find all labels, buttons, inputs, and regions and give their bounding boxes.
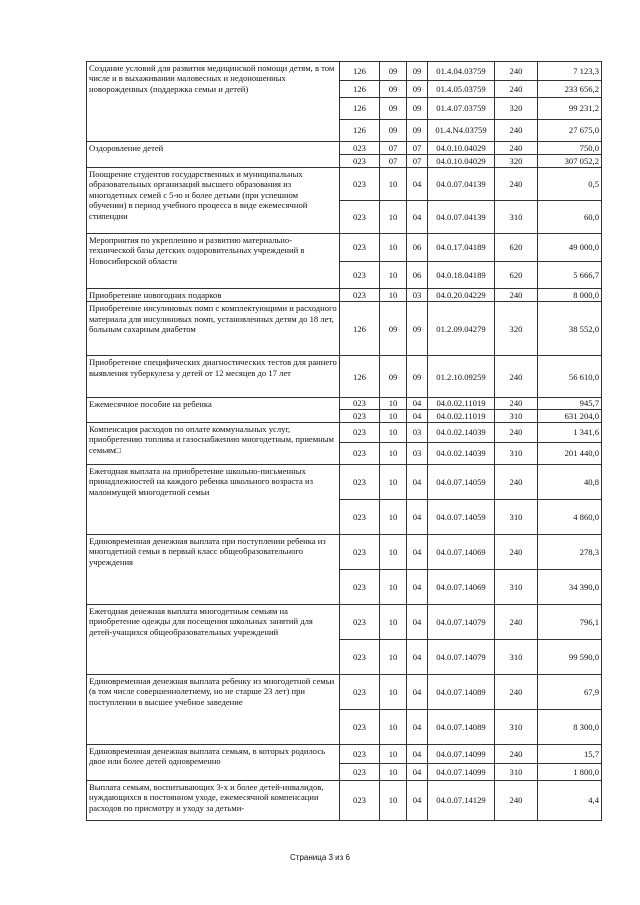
table-row	[87, 234, 602, 262]
amount: 631 204,0	[538, 409, 602, 422]
budget-table	[86, 61, 602, 821]
subsection-code: 04	[407, 604, 428, 639]
target-article-code: 01.2.09.04279	[428, 302, 495, 356]
amount: 8 000,0	[538, 289, 602, 302]
table-row	[87, 534, 602, 569]
amount: 60,0	[538, 201, 602, 234]
expense-type-code: 310	[495, 763, 538, 780]
target-article-code: 04.0.02.11019	[428, 398, 495, 409]
amount: 34 390,0	[538, 569, 602, 604]
grbs-code: 023	[340, 168, 380, 201]
table-row	[87, 398, 602, 409]
table-row	[87, 604, 602, 639]
target-article-code: 04.0.07.14099	[428, 744, 495, 763]
section-code: 10	[380, 763, 407, 780]
subsection-code: 09	[407, 98, 428, 120]
section-code: 10	[380, 168, 407, 201]
table-row	[87, 744, 602, 763]
target-article-code: 04.0.02.14039	[428, 422, 495, 442]
subsection-code: 09	[407, 81, 428, 98]
section-code: 09	[380, 302, 407, 356]
expense-type-code: 310	[495, 639, 538, 674]
subsection-code: 09	[407, 302, 428, 356]
section-code: 10	[380, 409, 407, 422]
grbs-code: 023	[340, 569, 380, 604]
expense-type-code: 240	[495, 120, 538, 142]
grbs-code: 023	[340, 398, 380, 409]
section-code: 10	[380, 639, 407, 674]
subsection-code: 04	[407, 569, 428, 604]
amount: 4,4	[538, 780, 602, 820]
expense-type-code: 240	[495, 356, 538, 398]
section-code: 10	[380, 289, 407, 302]
amount: 201 440,0	[538, 442, 602, 464]
subsection-code: 04	[407, 534, 428, 569]
subsection-code: 03	[407, 422, 428, 442]
expense-type-code: 240	[495, 674, 538, 709]
target-article-code: 04.0.07.04139	[428, 168, 495, 201]
target-article-code: 04.0.07.14089	[428, 709, 495, 744]
table-row	[87, 289, 602, 302]
amount: 27 675,0	[538, 120, 602, 142]
expense-type-code: 620	[495, 234, 538, 262]
expense-type-code: 240	[495, 168, 538, 201]
grbs-code: 023	[340, 639, 380, 674]
expense-name: Ежемесячное пособие на ребенка	[87, 398, 340, 422]
table-row	[87, 780, 602, 820]
expense-name: Приобретение новогодних подарков	[87, 289, 340, 302]
expense-type-code: 310	[495, 709, 538, 744]
section-code: 07	[380, 142, 407, 155]
section-code: 09	[380, 98, 407, 120]
target-article-code: 04.0.07.14089	[428, 674, 495, 709]
target-article-code: 04.0.10.04029	[428, 155, 495, 168]
section-code: 10	[380, 604, 407, 639]
grbs-code: 023	[340, 201, 380, 234]
expense-name: Выплата семьям, воспитывающих 3-х и более детей-инвалидов, нуждающихся в постоянном уходе, ежемесячной компенсации расходов по присмотру и уходу за детьми-	[87, 780, 340, 820]
amount: 49 000,0	[538, 234, 602, 262]
subsection-code: 04	[407, 499, 428, 534]
grbs-code: 023	[340, 409, 380, 422]
grbs-code: 023	[340, 534, 380, 569]
target-article-code: 04.0.07.14069	[428, 534, 495, 569]
target-article-code: 04.0.07.14079	[428, 639, 495, 674]
expense-type-code: 240	[495, 398, 538, 409]
section-code: 10	[380, 534, 407, 569]
target-article-code: 01.4.05.03759	[428, 81, 495, 98]
section-code: 10	[380, 674, 407, 709]
expense-type-code: 310	[495, 569, 538, 604]
grbs-code: 126	[340, 98, 380, 120]
table-row	[87, 674, 602, 709]
expense-type-code: 240	[495, 142, 538, 155]
section-code: 10	[380, 262, 407, 289]
table-row	[87, 62, 602, 81]
section-code: 10	[380, 234, 407, 262]
amount: 99 231,2	[538, 98, 602, 120]
expense-name: Поощрение студентов государственных и муниципальных образовательных организаций высшего образования из многодетных семей с 5-ю и более детьми (при успешном обучении) в период учебного процесса в виде ежемесячной стипендии	[87, 168, 340, 234]
subsection-code: 04	[407, 744, 428, 763]
target-article-code: 01.2.10.09259	[428, 356, 495, 398]
expense-type-code: 240	[495, 604, 538, 639]
subsection-code: 04	[407, 763, 428, 780]
amount: 40,8	[538, 464, 602, 499]
grbs-code: 023	[340, 763, 380, 780]
expense-name: Ежегодная выплата на приобретение школьно-письменных принадлежностей на каждого ребенка школьного возраста из малоимущей многодетной семьи	[87, 464, 340, 534]
expense-name: Приобретение инсулиновых помп с комплектующими и расходного материала для инсулиновых помп, установленных детям до 18 лет, больным сахарным диабетом	[87, 302, 340, 356]
grbs-code: 126	[340, 120, 380, 142]
amount: 56 610,0	[538, 356, 602, 398]
expense-type-code: 320	[495, 98, 538, 120]
subsection-code: 07	[407, 155, 428, 168]
expense-name: Единовременная денежная выплата ребенку из многодетной семьи (в том числе совершеннолетнему, но не старше 23 лет) при поступлении в высшее учебное заведение	[87, 674, 340, 744]
grbs-code: 023	[340, 142, 380, 155]
expense-type-code: 240	[495, 81, 538, 98]
section-code: 10	[380, 744, 407, 763]
grbs-code: 023	[340, 289, 380, 302]
amount: 1 800,0	[538, 763, 602, 780]
section-code: 09	[380, 62, 407, 81]
table-row	[87, 356, 602, 398]
amount: 1 341,6	[538, 422, 602, 442]
amount: 796,1	[538, 604, 602, 639]
expense-type-code: 310	[495, 499, 538, 534]
target-article-code: 04.0.02.14039	[428, 442, 495, 464]
target-article-code: 04.0.07.14079	[428, 604, 495, 639]
target-article-code: 04.0.02.11019	[428, 409, 495, 422]
amount: 307 052,2	[538, 155, 602, 168]
grbs-code: 023	[340, 234, 380, 262]
amount: 4 860,0	[538, 499, 602, 534]
expense-type-code: 240	[495, 289, 538, 302]
budget-table-body	[87, 62, 602, 821]
expense-type-code: 320	[495, 302, 538, 356]
expense-type-code: 240	[495, 422, 538, 442]
target-article-code: 04.0.07.14069	[428, 569, 495, 604]
section-code: 10	[380, 422, 407, 442]
amount: 99 590,0	[538, 639, 602, 674]
section-code: 10	[380, 442, 407, 464]
target-article-code: 04.0.10.04029	[428, 142, 495, 155]
grbs-code: 126	[340, 302, 380, 356]
subsection-code: 04	[407, 168, 428, 201]
amount: 278,3	[538, 534, 602, 569]
target-article-code: 04.0.20.04229	[428, 289, 495, 302]
grbs-code: 023	[340, 499, 380, 534]
target-article-code: 04.0.07.04139	[428, 201, 495, 234]
grbs-code: 023	[340, 780, 380, 820]
target-article-code: 01.4.04.03759	[428, 62, 495, 81]
amount: 15,7	[538, 744, 602, 763]
expense-name: Ежегодная денежная выплата многодетным семьям на приобретение одежды для посещения школьных занятий для детей-учащихся общеобразовательных учреждений	[87, 604, 340, 674]
amount: 945,7	[538, 398, 602, 409]
expense-type-code: 310	[495, 409, 538, 422]
target-article-code: 01.4.N4.03759	[428, 120, 495, 142]
grbs-code: 023	[340, 442, 380, 464]
table-row	[87, 168, 602, 201]
section-code: 10	[380, 398, 407, 409]
amount: 5 666,7	[538, 262, 602, 289]
grbs-code: 126	[340, 81, 380, 98]
grbs-code: 023	[340, 155, 380, 168]
grbs-code: 023	[340, 709, 380, 744]
page-number: Страница 3 из 6	[290, 853, 350, 862]
expense-name: Оздоровление детей	[87, 142, 340, 168]
subsection-code: 04	[407, 398, 428, 409]
subsection-code: 04	[407, 780, 428, 820]
target-article-code: 04.0.07.14129	[428, 780, 495, 820]
expense-type-code: 310	[495, 201, 538, 234]
expense-type-code: 620	[495, 262, 538, 289]
grbs-code: 023	[340, 674, 380, 709]
section-code: 10	[380, 201, 407, 234]
expense-name: Мероприятия по укреплению и развитию материально-технической базы детских оздоровительных учреждений в Новосибирской области	[87, 234, 340, 289]
amount: 38 552,0	[538, 302, 602, 356]
grbs-code: 023	[340, 422, 380, 442]
table-row	[87, 422, 602, 442]
table-row	[87, 464, 602, 499]
subsection-code: 07	[407, 142, 428, 155]
section-code: 07	[380, 155, 407, 168]
amount: 750,0	[538, 142, 602, 155]
subsection-code: 04	[407, 464, 428, 499]
section-code: 10	[380, 709, 407, 744]
amount: 67,9	[538, 674, 602, 709]
table-row	[87, 142, 602, 155]
target-article-code: 01.4.07.03759	[428, 98, 495, 120]
section-code: 09	[380, 356, 407, 398]
expense-name: Единовременная денежная выплата семьям, в которых родилось двое или более детей одновременно	[87, 744, 340, 780]
expense-type-code: 240	[495, 62, 538, 81]
expense-name: Создание условий для развития медицинской помощи детям, в том числе и в выхаживании маловесных и недоношенных новорожденных (поддержка семьи и детей)	[87, 62, 340, 142]
grbs-code: 023	[340, 604, 380, 639]
amount: 8 300,0	[538, 709, 602, 744]
expense-type-code: 240	[495, 464, 538, 499]
subsection-code: 03	[407, 442, 428, 464]
subsection-code: 04	[407, 409, 428, 422]
amount: 233 656,2	[538, 81, 602, 98]
amount: 7 123,3	[538, 62, 602, 81]
section-code: 09	[380, 81, 407, 98]
expense-name: Компенсация расходов по оплате коммунальных услуг, приобретению топлива и газоснабжению многодетным, приемным семьям□	[87, 422, 340, 464]
amount: 0,5	[538, 168, 602, 201]
expense-type-code: 240	[495, 744, 538, 763]
expense-name: Приобретение специфических диагностических тестов для раннего выявления туберкулеза у детей от 12 месяцев до 17 лет	[87, 356, 340, 398]
subsection-code: 09	[407, 62, 428, 81]
expense-name: Единовременная денежная выплата при поступлении ребенка из многодетной семьи в первый класс общеобразовательного учреждения	[87, 534, 340, 604]
subsection-code: 06	[407, 234, 428, 262]
expense-type-code: 310	[495, 442, 538, 464]
subsection-code: 04	[407, 639, 428, 674]
grbs-code: 126	[340, 356, 380, 398]
target-article-code: 04.0.17.04189	[428, 234, 495, 262]
table-row	[87, 302, 602, 356]
target-article-code: 04.0.18.04189	[428, 262, 495, 289]
expense-type-code: 240	[495, 780, 538, 820]
subsection-code: 03	[407, 289, 428, 302]
grbs-code: 126	[340, 62, 380, 81]
subsection-code: 04	[407, 674, 428, 709]
section-code: 09	[380, 120, 407, 142]
section-code: 10	[380, 780, 407, 820]
subsection-code: 04	[407, 709, 428, 744]
subsection-code: 04	[407, 201, 428, 234]
section-code: 10	[380, 569, 407, 604]
target-article-code: 04.0.07.14059	[428, 464, 495, 499]
subsection-code: 06	[407, 262, 428, 289]
grbs-code: 023	[340, 262, 380, 289]
section-code: 10	[380, 499, 407, 534]
target-article-code: 04.0.07.14099	[428, 763, 495, 780]
grbs-code: 023	[340, 744, 380, 763]
expense-type-code: 320	[495, 155, 538, 168]
subsection-code: 09	[407, 356, 428, 398]
expense-type-code: 240	[495, 534, 538, 569]
subsection-code: 09	[407, 120, 428, 142]
grbs-code: 023	[340, 464, 380, 499]
target-article-code: 04.0.07.14059	[428, 499, 495, 534]
section-code: 10	[380, 464, 407, 499]
